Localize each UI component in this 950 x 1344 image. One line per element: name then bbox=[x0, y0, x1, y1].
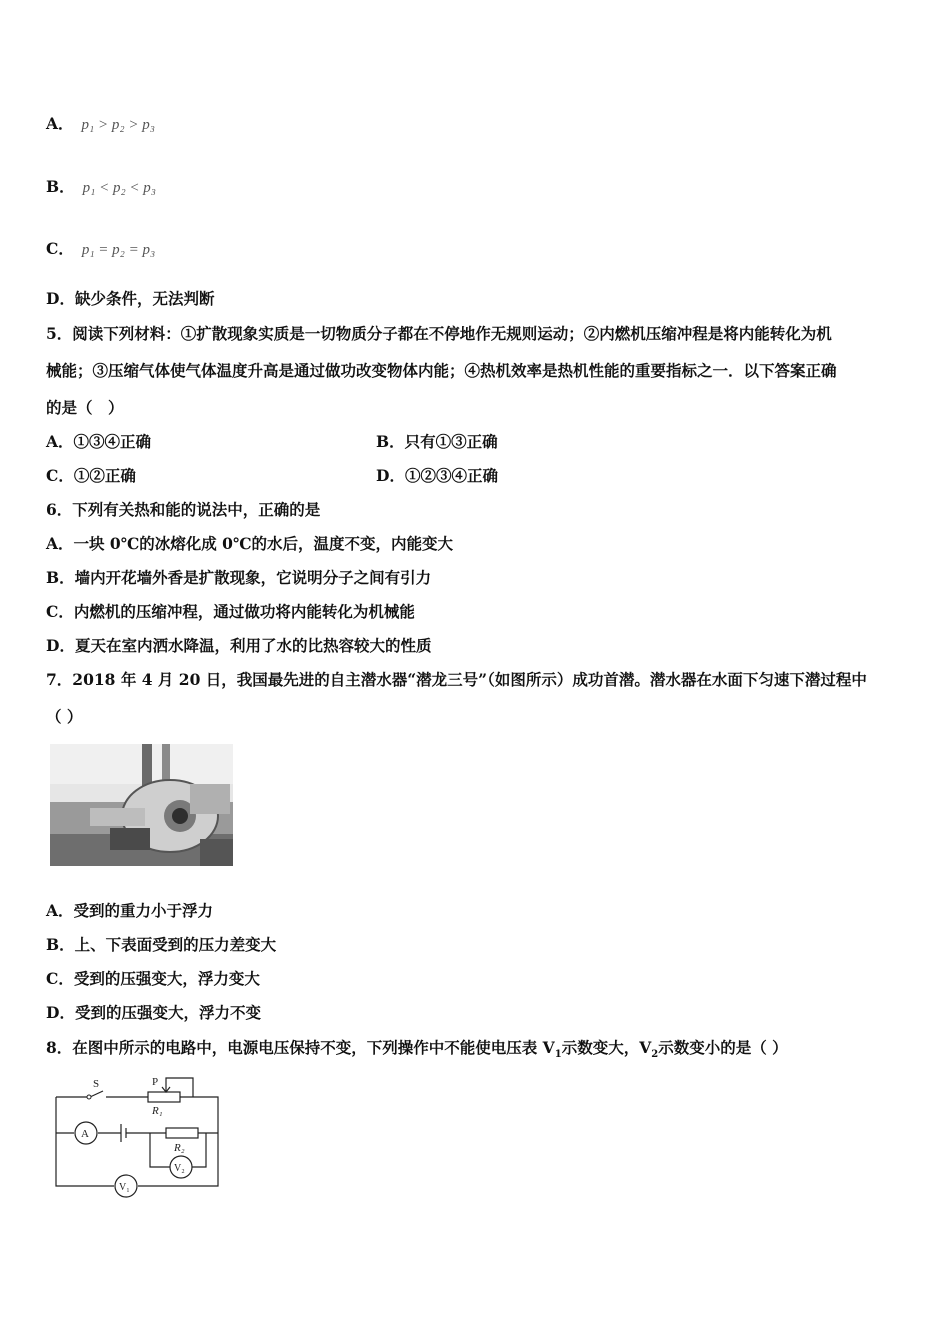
option-label: C． bbox=[46, 239, 74, 258]
q7-option-b: B．上、下表面受到的压力差变大 bbox=[46, 935, 277, 954]
q8-stem-part: 示数变大，V bbox=[561, 1038, 652, 1057]
formula: p₁ > p₂ > p₃ bbox=[81, 117, 155, 133]
q6-stem: 6．下列有关热和能的说法中，正确的是 bbox=[46, 500, 321, 519]
formula: p₁ = p₂ = p₃ bbox=[81, 242, 156, 258]
ammeter-label: A bbox=[81, 1128, 89, 1140]
q7-option-a: A．受到的重力小于浮力 bbox=[46, 901, 214, 920]
r1-label: R₁ bbox=[152, 1105, 163, 1117]
q8-stem-part: 示数变小的是（ ） bbox=[658, 1038, 788, 1057]
voltmeter-v2-label: V₂ bbox=[174, 1163, 185, 1174]
q8-stem bbox=[46, 1037, 788, 1066]
q7-option-c: C．受到的压强变大，浮力变大 bbox=[46, 969, 260, 988]
r2-label: R₂ bbox=[174, 1142, 185, 1154]
q5-option-a: A．①③④正确 bbox=[46, 432, 152, 451]
switch-label: S bbox=[93, 1078, 100, 1090]
q7-stem-line2: （ ） bbox=[46, 707, 83, 726]
q6-option-d: D．夏天在室内洒水降温，利用了水的比热容较大的性质 bbox=[46, 636, 432, 655]
voltmeter-v1-label: V₁ bbox=[119, 1182, 130, 1193]
q7-stem-line1: 7．2018 年 4 月 20 日，我国最先进的自主潜水器“潜龙三号”（如图所示）成功首潜。潜水器在水面下匀速下潜过程中 bbox=[46, 670, 867, 689]
q7-option-d: D．受到的压强变大，浮力不变 bbox=[46, 1003, 261, 1022]
subscript: 1 bbox=[554, 1049, 562, 1061]
q6-option-c: C．内燃机的压缩冲程，通过做功将内能转化为机械能 bbox=[46, 602, 415, 621]
q5-option-d: D．①②③④正确 bbox=[376, 466, 498, 485]
option-label: B． bbox=[46, 177, 75, 196]
q6-option-b: B．墙内开花墙外香是扩散现象，它说明分子之间有引力 bbox=[46, 568, 432, 587]
q5-stem-line3: 的是（ ） bbox=[46, 398, 124, 417]
q4-option-b bbox=[46, 176, 156, 199]
slider-label: P bbox=[152, 1076, 159, 1088]
q5-stem-line2: 械能；③压缩气体使气体温度升高是通过做功改变物体内能；④热机效率是热机性能的重要指标之一．以下答案正确 bbox=[46, 361, 837, 380]
q4-option-c bbox=[46, 238, 155, 261]
option-label: A． bbox=[46, 114, 74, 133]
option-text: 缺少条件，无法判断 bbox=[74, 289, 215, 308]
submersible-photo bbox=[50, 744, 233, 866]
option-label: D． bbox=[46, 289, 75, 308]
subscript: 2 bbox=[651, 1049, 659, 1061]
q5-option-c: C．①②正确 bbox=[46, 466, 136, 485]
q5-option-b: B．只有①③正确 bbox=[376, 432, 498, 451]
formula: p₁ < p₂ < p₃ bbox=[82, 180, 156, 196]
q6-option-a: A．一块 0℃的冰熔化成 0℃的水后，温度不变，内能变大 bbox=[46, 534, 454, 553]
q8-stem-part: 8．在图中所示的电路中，电源电压保持不变，下列操作中不能使电压表 V bbox=[46, 1038, 555, 1057]
q5-stem-line1: 5．阅读下列材料：①扩散现象实质是一切物质分子都在不停地作无规则运动；②内燃机压缩冲程是将内能转化为机 bbox=[46, 324, 832, 343]
circuit-diagram bbox=[48, 1072, 228, 1198]
q4-option-d bbox=[46, 288, 214, 310]
q4-option-a bbox=[46, 113, 155, 136]
